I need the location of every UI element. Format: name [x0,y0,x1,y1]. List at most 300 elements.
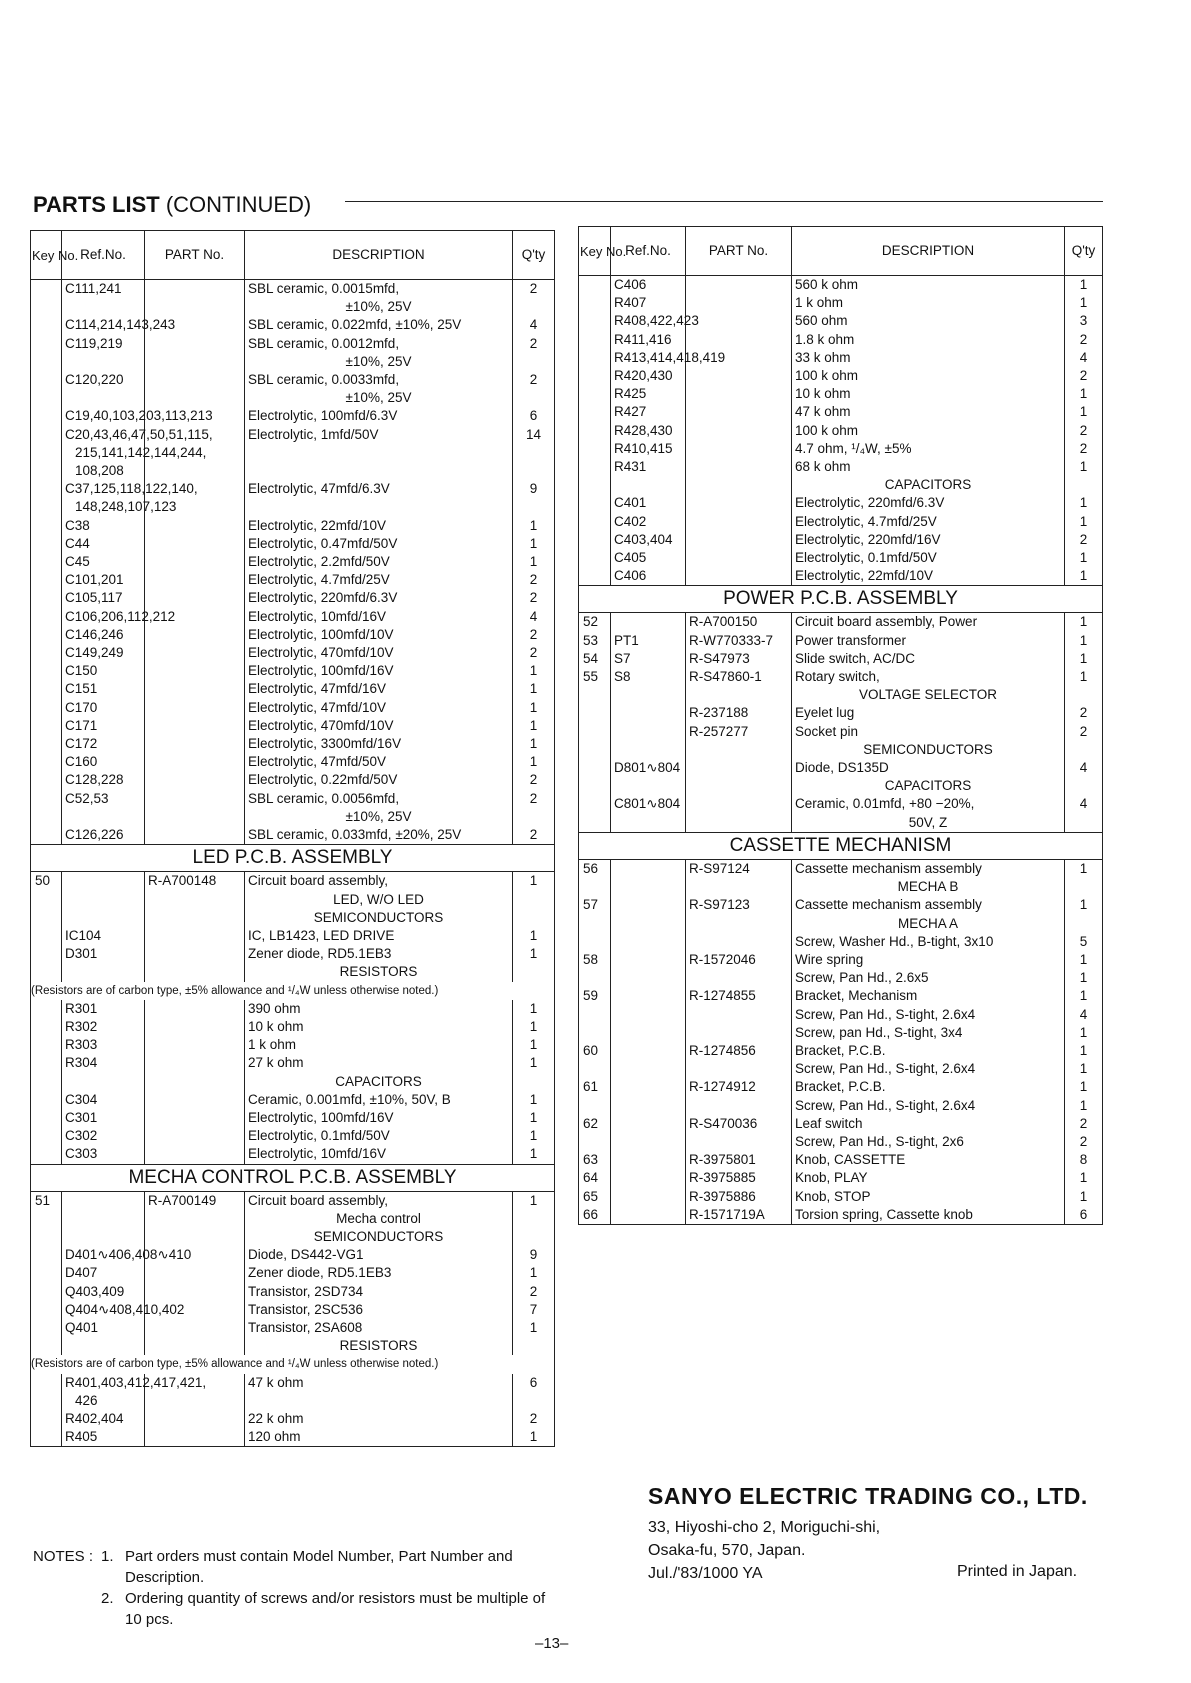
cell-ref-no: R413,414,418,419 [611,349,686,367]
table-row [31,771,555,789]
cell-part-no [145,644,245,662]
table-row [579,759,1103,777]
cell-qty: 6 [1065,1206,1103,1225]
col-key: Key No. [579,227,611,276]
table-row [31,1191,555,1228]
cell-qty: 1 [513,1018,555,1036]
cell-ref-no [611,896,686,932]
cell-key-no [579,422,611,440]
cell-part-no [686,1006,792,1024]
cell-qty: 1 [513,945,555,963]
cell-description: Electrolytic, 220mfd/16V [792,531,1065,549]
cell-ref-no: R420,430 [611,367,686,385]
cell-part-no [686,1060,792,1078]
cell-description: Electrolytic, 220mfd/6.3V [792,494,1065,512]
cell-description: Electrolytic, 1mfd/50V [245,426,513,481]
cell-key-no [579,476,611,494]
cell-key-no [31,699,62,717]
cell-ref-line: 148,248,107,123 [75,499,177,515]
cell-key-no [31,753,62,771]
cell-qty: 1 [513,553,555,571]
cell-qty: 1 [513,680,555,698]
cell-description: Transistor, 2SC536 [245,1301,513,1319]
company-name: SANYO ELECTRIC TRADING CO., LTD. [648,1483,1088,1509]
cell-description-line: SBL ceramic, 0.0015mfd, [248,281,400,296]
page-number: –13– [535,1635,569,1652]
cell-ref-no: Q404∿408,410,402 [62,1301,145,1319]
cell-key-no [31,1319,62,1337]
cell-qty: 1 [1065,567,1103,586]
cell-key-no [31,963,62,981]
cell-description-line: VOLTAGE SELECTOR [858,687,998,703]
table-row [31,1054,555,1072]
cell-key-no [31,426,62,481]
cell-part-no [686,422,792,440]
cell-key-no [31,790,62,826]
cell-qty: 2 [1065,367,1103,385]
cell-description: Electrolytic, 0.22mfd/50V [245,771,513,789]
cell-key-no [31,1091,62,1109]
cell-part-no [145,662,245,680]
cell-part-no: R-S97124 [686,859,792,896]
cell-qty: 3 [1065,312,1103,330]
table-row [31,589,555,607]
table-row [31,1127,555,1145]
cell-qty: 1 [1065,1042,1103,1060]
cell-part-no [686,385,792,403]
cell-qty: 1 [1065,650,1103,668]
cell-ref-no: C101,201 [62,571,145,589]
cell-part-no: R-W770333-7 [686,632,792,650]
cell-key-no [31,1428,62,1447]
cell-ref-no: C160 [62,753,145,771]
cell-key-no [579,403,611,421]
cell-key-no [31,1127,62,1145]
cell-ref-no: PT1 [611,632,686,650]
cell-description-line: Rotary switch, [795,669,880,685]
cell-part-no [145,571,245,589]
cell-part-no [145,1337,245,1355]
cell-key-no [31,371,62,407]
cell-ref-no [611,1060,686,1078]
cell-key-no [31,280,62,317]
cell-description: Electrolytic, 470mfd/10V [245,644,513,662]
table-row [31,608,555,626]
table-row [31,1319,555,1337]
cell-part-no [686,276,792,295]
cell-description [245,1191,513,1228]
cell-key-no [579,531,611,549]
cell-part-no: R-1274855 [686,987,792,1005]
cell-key-no [31,335,62,371]
cell-description-line: Circuit board assembly, [248,873,389,889]
cell-description: 47 k ohm [245,1374,513,1410]
cell-ref-no [611,777,686,795]
cell-key-no [31,662,62,680]
cell-description: 27 k ohm [245,1054,513,1072]
cell-ref-no [62,1073,145,1091]
cell-description: Electrolytic, 0.47mfd/50V [245,535,513,553]
cell-qty: 4 [513,316,555,334]
table-row [579,549,1103,567]
cell-qty: 1 [1065,632,1103,650]
cell-description: 10 k ohm [245,1018,513,1036]
cell-description [245,1073,513,1091]
cell-qty: 2 [513,571,555,589]
cell-description [245,909,513,927]
cell-ref-no: C406 [611,567,686,586]
cell-qty: 2 [1065,422,1103,440]
cell-key-no [579,759,611,777]
col-desc: DESCRIPTION [245,231,513,280]
cell-part-no [145,826,245,845]
table-row [31,1073,555,1091]
cell-qty: 1 [513,1000,555,1018]
cell-part-no [145,335,245,371]
cell-ref-no [611,1042,686,1060]
cell-part-no [145,753,245,771]
cell-qty: 2 [513,1410,555,1428]
cell-description-line: 50V, Z [908,814,948,830]
note-text: Ordering quantity of screws and/or resistors must be multiple of 10 pcs. [125,1590,546,1628]
table-row [579,650,1103,668]
cell-description: Bracket, P.C.B. [792,1078,1065,1096]
cell-part-no: R-1274912 [686,1078,792,1096]
cell-part-no [145,909,245,927]
table-row [31,1428,555,1447]
table-row [31,1410,555,1428]
cell-key-no [579,969,611,987]
resistor-note: (Resistors are of carbon type, ±5% allowance and ¹/₄W unless otherwise noted.) [31,1355,555,1373]
table-row [31,872,555,909]
cell-qty: 1 [1065,969,1103,987]
cell-ref-line: R401,403,412,417,421, [65,1374,207,1390]
cell-qty: 2 [1065,1133,1103,1151]
rows-mecha-cont [579,276,1103,586]
cell-ref-no [62,1374,207,1410]
cell-description: Knob, STOP [792,1188,1065,1206]
cell-ref-no [611,1151,686,1169]
cell-part-no [145,1091,245,1109]
subsection-heading: SEMICONDUCTORS [313,1228,444,1244]
table-row [579,276,1103,295]
cell-ref-no: C406 [611,276,686,295]
cell-qty: 8 [1065,1151,1103,1169]
cell-part-no [145,1319,245,1337]
table-row [579,440,1103,458]
cell-ref-no: C120,220 [62,371,145,407]
cell-part-no [686,777,792,795]
cell-ref-no [611,1078,686,1096]
cell-ref-no: S7 [611,650,686,668]
cell-qty: 2 [513,1283,555,1301]
cell-description: 560 k ohm [792,276,1065,295]
cell-ref-no: D407 [62,1264,145,1282]
cell-ref-no: C149,249 [62,644,145,662]
cell-part-no: R-S97123 [686,896,792,932]
table-row [579,933,1103,951]
cell-key-no [31,644,62,662]
cell-key-no [31,717,62,735]
cell-key-no [31,735,62,753]
col-qty: Q'ty [513,231,555,280]
cell-ref-no: C111,241 [62,280,145,317]
col-key: Key No. [31,231,62,280]
cell-description: Power transformer [792,632,1065,650]
cell-part-no: R-237188 [686,704,792,722]
subsection-heading: CAPACITORS [335,1073,422,1089]
cell-part-no [145,1228,245,1246]
cell-description: 22 k ohm [245,1410,513,1428]
cell-ref-no: C146,246 [62,626,145,644]
cell-qty [513,963,555,981]
cell-key-no: 64 [579,1169,611,1187]
cell-part-no [145,1036,245,1054]
cell-qty [513,1073,555,1091]
cell-key-no [31,945,62,963]
cell-qty [513,1337,555,1355]
cell-description: SBL ceramic, 0.033mfd, ±20%, 25V [245,826,513,845]
cell-key-no [579,494,611,512]
table-row [31,717,555,735]
cell-description [245,280,513,317]
cell-part-no [145,1410,245,1428]
cell-key-no [31,1374,62,1410]
page-title: PARTS LIST (CONTINUED) [33,192,312,217]
parts-table-right [578,226,1103,1225]
cell-description: 390 ohm [245,1000,513,1018]
cell-qty [513,909,555,927]
cell-part-no [686,741,792,759]
cell-description: Eyelet lug [792,704,1065,722]
cell-part-no [145,735,245,753]
cell-key-no [579,312,611,330]
cell-part-no [145,1145,245,1164]
cell-part-no [145,1428,245,1447]
cell-part-no [145,680,245,698]
cell-part-no [686,513,792,531]
cell-ref-no: C303 [62,1145,145,1164]
cell-description: Slide switch, AC/DC [792,650,1065,668]
cell-qty: 1 [1065,1060,1103,1078]
table-row [31,1145,555,1164]
cell-key-no [579,1097,611,1115]
cell-part-no: R-A700148 [145,872,245,909]
cell-description [792,741,1065,759]
cell-description: Screw, Washer Hd., B-tight, 3x10 [792,933,1065,951]
cell-description: 10 k ohm [792,385,1065,403]
cell-part-no: R-3975885 [686,1169,792,1187]
cell-ref-no: R405 [62,1428,145,1447]
cell-ref-no: IC104 [62,927,145,945]
cell-part-no [686,476,792,494]
cell-key-no: 61 [579,1078,611,1096]
cell-part-no [686,458,792,476]
cell-qty: 1 [1065,1078,1103,1096]
cell-description: Electrolytic, 0.1mfd/50V [245,1127,513,1145]
cell-key-no [579,723,611,741]
cell-description: 100 k ohm [792,422,1065,440]
table-row [579,531,1103,549]
cell-description: 1.8 k ohm [792,331,1065,349]
cell-key-no [579,458,611,476]
cell-ref-no: C106,206,112,212 [62,608,145,626]
cell-description [245,1228,513,1246]
table-row [31,1337,555,1355]
cell-qty: 9 [513,480,555,516]
cell-ref-no: C402 [611,513,686,531]
cell-description: Electrolytic, 47mfd/6.3V [245,480,513,516]
cell-ref-no: Q403,409 [62,1283,145,1301]
cell-qty: 2 [513,371,555,407]
cell-description [792,476,1065,494]
cell-ref-no: C301 [62,1109,145,1127]
cell-key-no [31,407,62,425]
cell-description: Screw, Pan Hd., S-tight, 2.6x4 [792,1097,1065,1115]
cell-ref-no [62,1191,145,1228]
cell-description: SBL ceramic, 0.022mfd, ±10%, 25V [245,316,513,334]
table-row [31,1374,555,1410]
cell-key-no [31,608,62,626]
cell-part-no [145,589,245,607]
company-address-line: Osaka-fu, 570, Japan. [648,1542,806,1559]
cell-ref-no: C302 [62,1127,145,1145]
cell-description-line: LED, W/O LED [333,891,424,907]
cell-part-no [145,1127,245,1145]
cell-key-no: 60 [579,1042,611,1060]
cell-qty: 2 [513,790,555,826]
table-row [579,1206,1103,1225]
cell-part-no [686,531,792,549]
cell-key-no [31,1145,62,1164]
table-row [31,699,555,717]
cell-description-line: ±10%, 25V [345,299,412,315]
cell-description: 120 ohm [245,1428,513,1447]
cell-description-line: Circuit board assembly, [248,1192,389,1208]
cell-ref-no [62,426,213,481]
cell-ref-no [611,969,686,987]
cell-ref-no: D301 [62,945,145,963]
rows-cassette [579,859,1103,1224]
cell-description: Electrolytic, 100mfd/6.3V [245,407,513,425]
cell-part-no [686,312,792,330]
cell-key-no [31,927,62,945]
cell-qty: 1 [513,517,555,535]
cell-key-no: 65 [579,1188,611,1206]
cell-part-no [145,1073,245,1091]
cell-qty: 1 [513,753,555,771]
table-row [31,426,555,481]
cell-part-no [686,933,792,951]
cell-description: Screw, pan Hd., S-tight, 3x4 [792,1024,1065,1042]
cell-description: 100 k ohm [792,367,1065,385]
cell-part-no [686,331,792,349]
table-row [579,476,1103,494]
cell-description: 4.7 ohm, ¹/₄W, ±5% [792,440,1065,458]
table-row [31,1036,555,1054]
title-rule [345,201,1103,202]
cell-ref-no [611,741,686,759]
cell-part-no: R-257277 [686,723,792,741]
cell-qty: 1 [1065,951,1103,969]
cell-description: Transistor, 2SD734 [245,1283,513,1301]
cell-description: Leaf switch [792,1115,1065,1133]
table-header [579,227,1103,276]
cell-description [245,1337,513,1355]
cell-ref-no [611,1115,686,1133]
cell-ref-no: R411,416 [611,331,686,349]
table-row [579,403,1103,421]
cell-key-no [579,385,611,403]
cell-description: Electrolytic, 22mfd/10V [245,517,513,535]
cell-qty: 2 [513,644,555,662]
cell-ref-no [611,1006,686,1024]
table-row [31,335,555,371]
table-row [579,513,1103,531]
cell-part-no: R-S47973 [686,650,792,668]
cell-ref-no: C401 [611,494,686,512]
cell-part-no [145,280,245,317]
cell-part-no [686,567,792,586]
cell-qty: 2 [513,589,555,607]
cell-key-no: 62 [579,1115,611,1133]
cell-qty: 1 [513,1127,555,1145]
cell-key-no [31,480,62,516]
table-row [579,795,1103,832]
cell-ref-no: Q401 [62,1319,145,1337]
cell-description: Transistor, 2SA608 [245,1319,513,1337]
table-row [579,331,1103,349]
table-row [579,567,1103,586]
cell-ref-no: C150 [62,662,145,680]
cell-ref-no: S8 [611,668,686,704]
cell-key-no [579,1006,611,1024]
cell-qty: 1 [1065,494,1103,512]
table-row [579,1188,1103,1206]
cell-key-no [31,316,62,334]
cell-description [245,790,513,826]
cell-description: Electrolytic, 470mfd/10V [245,717,513,735]
cell-description: IC, LB1423, LED DRIVE [245,927,513,945]
table-row [579,668,1103,704]
cell-description-line: ±10%, 25V [345,390,412,406]
cell-qty: 1 [1065,294,1103,312]
cell-description: Electrolytic, 47mfd/10V [245,699,513,717]
table-row [31,316,555,334]
cell-description: Screw, Pan Hd., S-tight, 2x6 [792,1133,1065,1151]
cell-ref-no [611,704,686,722]
cell-description: Electrolytic, 100mfd/10V [245,626,513,644]
cell-ref-no: C126,226 [62,826,145,845]
table-header [31,231,555,280]
rows-misc [31,280,555,845]
table-row [579,1024,1103,1042]
cell-part-no [686,1024,792,1042]
cell-description: Bracket, Mechanism [792,987,1065,1005]
cell-qty: 1 [1065,549,1103,567]
cell-qty: 1 [1065,513,1103,531]
cell-part-no: R-S47860-1 [686,668,792,704]
cell-qty: 1 [513,1264,555,1282]
cell-ref-no: C172 [62,735,145,753]
table-row [31,1246,555,1264]
table-row [31,909,555,927]
cell-description-line: Cassette mechanism assembly [795,860,982,876]
cell-part-no [145,927,245,945]
cell-description [792,777,1065,795]
subsection-heading: RESISTORS [339,964,418,980]
rows-mecha [31,1191,555,1355]
